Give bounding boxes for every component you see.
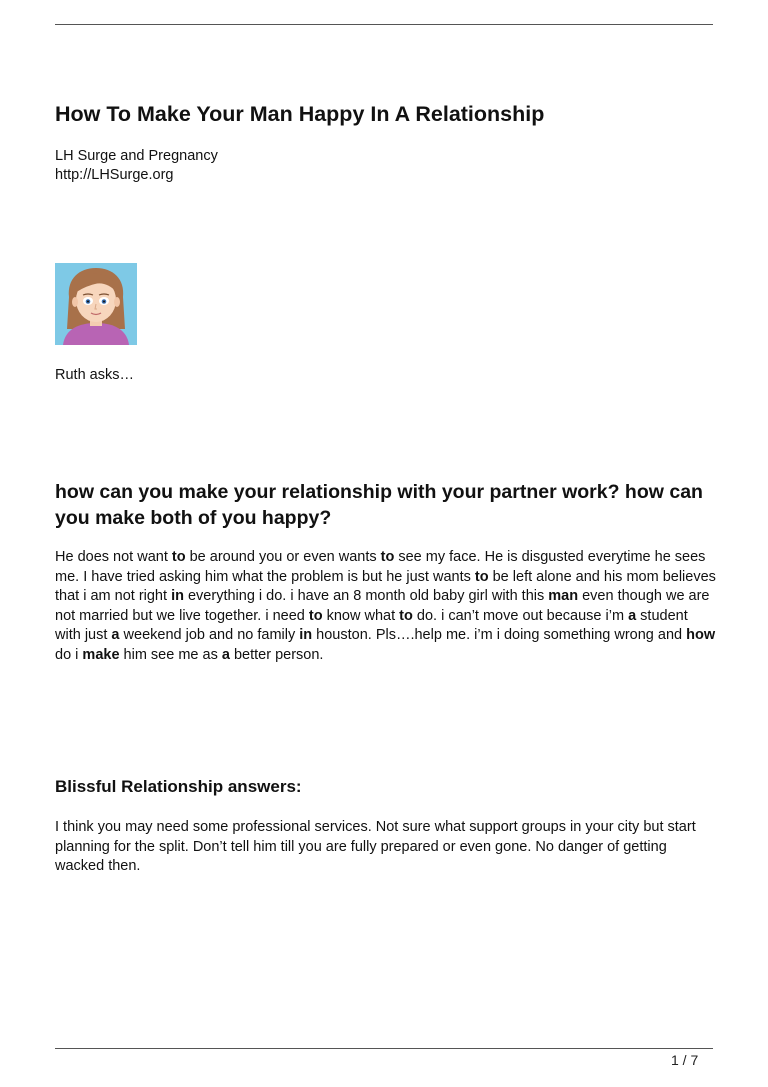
question-body	[55, 548, 717, 665]
question-heading: how can you make your relationship with your partner work? how can you make both of you happy?	[55, 481, 703, 529]
body-keyword: a	[221, 646, 230, 663]
answers-heading: Blissful Relationship answers:	[55, 777, 302, 796]
body-text-segment: everything i do. i have an 8 month old baby girl with this	[183, 588, 549, 604]
page-title: How To Make Your Man Happy In A Relationship	[55, 102, 545, 126]
body-text-segment: houston. Pls….help me. i’m i doing something wrong and	[312, 627, 687, 643]
body-keyword: man	[548, 588, 579, 604]
body-keyword: make	[82, 646, 120, 663]
body-keyword: a	[628, 607, 637, 624]
page-number: 1 / 7	[671, 1052, 699, 1068]
body-keyword: to	[171, 549, 186, 565]
site-url[interactable]: http://LHSurge.org	[55, 167, 174, 183]
body-text-segment: even though we are not married but we live together. i need	[55, 588, 710, 624]
body-keyword: to	[380, 549, 395, 565]
body-text-segment: him see me as	[119, 646, 222, 663]
header-rule	[55, 24, 713, 25]
body-keyword: to	[474, 568, 489, 585]
body-text-segment: better person.	[229, 646, 324, 663]
body-keyword: in	[299, 627, 313, 643]
site-name: LH Surge and Pregnancy	[55, 148, 218, 164]
body-text-segment: student with just	[55, 607, 688, 643]
answer-text: I think you may need some professional services. Not sure what support groups in your city but start planning for the split. Don’t tell him till you are fully prepared or even gone. No danger of getting wacked then.	[55, 819, 696, 874]
site-meta	[55, 147, 218, 185]
body-keyword: how	[686, 627, 716, 643]
body-keyword: in	[171, 588, 184, 604]
body-text-segment: weekend job and no family	[119, 627, 300, 643]
body-text-segment: be around you or even wants	[185, 549, 381, 565]
body-text-segment: do. i can’t move out because i’m	[412, 607, 629, 624]
body-keyword: a	[111, 627, 120, 643]
body-keyword: to	[308, 607, 323, 624]
body-text-segment: see my face. He is disgusted everytime he sees me. I have tried asking him what the problem is but he just wants	[55, 549, 706, 585]
body-keyword: to	[399, 607, 413, 624]
body-text-segment: know what	[322, 607, 400, 624]
body-text-segment: be left alone and his mom believes that i am not right	[55, 568, 716, 604]
footer-rule	[55, 1048, 713, 1049]
body-text-segment: do i	[55, 646, 83, 663]
asker-label: Ruth asks…	[55, 367, 134, 383]
body-text-segment: He does not want	[55, 549, 172, 565]
avatar-icon	[55, 263, 137, 345]
